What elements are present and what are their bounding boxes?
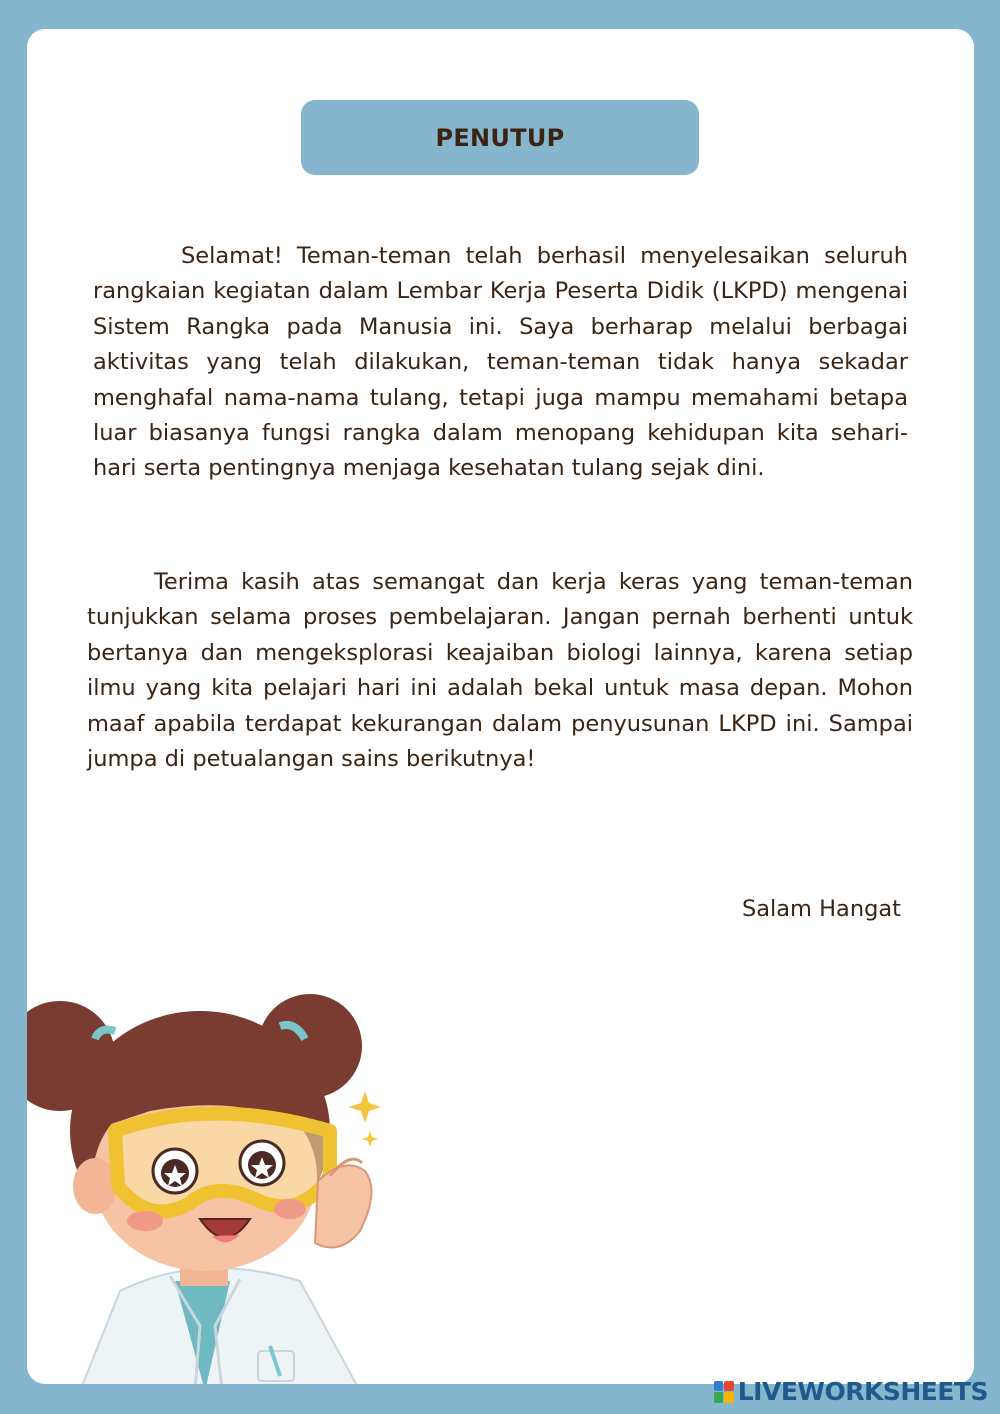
page-title: PENUTUP [435, 123, 565, 152]
title-banner [301, 100, 699, 175]
paragraph-congratulations: Selamat! Teman-teman telah berhasil menyelesaikan seluruh rangkaian kegiatan dalam Lembar Kerja Peserta Didik (LKPD) mengenai Sistem Rangka pada Manusia ini. Saya berharap melalui berbagai aktivitas yang telah dilakukan, teman-teman tidak hanya sekadar menghafal nama-nama tulang, tetapi juga mampu memahami betapa luar biasanya fungsi rangka dalam menopang kehidupan kita sehari-hari serta pentingnya menjaga kesehatan tulang sejak dini. [93, 243, 908, 482]
closing-greeting: Salam Hangat [741, 896, 901, 922]
brand-name: LIVEWORKSHEETS [737, 1377, 988, 1406]
liveworksheets-logo-icon [714, 1381, 734, 1403]
liveworksheets-brand[interactable] [714, 1377, 988, 1406]
paragraph-thanks: Terima kasih atas semangat dan kerja keras yang teman-teman tunjukkan selama proses pembelajaran. Jangan pernah berhenti untuk bertanya dan mengeksplorasi keajaiban biologi lainnya, karena setiap ilmu yang kita pelajari hari ini adalah bekal untuk masa depan. Mohon maaf apabila terdapat kekurangan dalam penyusunan LKPD ini. Sampai jumpa di petualangan sains berikutnya! [87, 569, 913, 773]
worksheet-page [27, 29, 974, 1384]
scientist-girl-illustration [27, 981, 420, 1384]
